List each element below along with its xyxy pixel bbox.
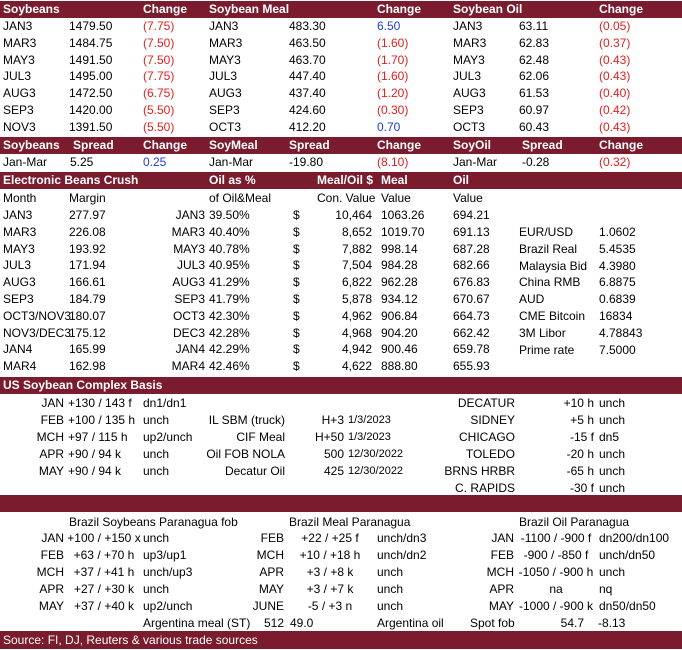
brazil-oil-change: unch/dn50 — [599, 548, 656, 562]
basis-change: dn1/dn1 — [143, 396, 187, 410]
crush-oil-pct: 40.40% — [209, 224, 250, 239]
crush-month-alt: MAR4 — [171, 359, 205, 374]
soybeans-price: 1479.50 — [69, 19, 113, 33]
basis-location-change: unch — [599, 481, 626, 495]
crush-oil-pct: 39.50% — [209, 208, 250, 222]
crush-meal-value: 934.12 — [381, 292, 418, 306]
spread-bean-change: 0.25 — [143, 155, 167, 169]
brazil-soy-month: FEB — [40, 548, 64, 562]
brazil-meal-change: unch/dn2 — [377, 548, 427, 562]
brazil-meal-change: unch — [377, 565, 404, 579]
crush-margin: 175.12 — [69, 325, 106, 340]
market-value: 4.78843 — [599, 325, 643, 340]
soyoil-month: MAY3 — [453, 52, 485, 67]
brazil-oil-month: APR — [489, 582, 514, 596]
crush-currency: $ — [293, 325, 300, 340]
spread-meal-value: -19.80 — [289, 155, 324, 169]
basis-location-value: -15 f — [569, 430, 594, 444]
brazil-soy-change: up2/unch — [143, 599, 193, 613]
brazil-soy-value: +27 / +30 k — [73, 582, 135, 596]
crush-margin: 166.61 — [69, 275, 106, 290]
brazil-soy-header: Brazil Soybeans Paranagua fob — [69, 515, 238, 529]
soymeal-price: 437.40 — [289, 86, 326, 101]
crush-margin: 165.99 — [69, 342, 106, 357]
brazil-oil-month: JAN — [491, 531, 514, 545]
soyoil-change: (0.43) — [599, 52, 631, 67]
brazil-meal-month: APR — [259, 565, 284, 579]
crush-meal-value: 888.80 — [381, 359, 418, 374]
crush-meal-value: 1063.26 — [381, 208, 425, 222]
soymeal-month: OCT3 — [209, 119, 242, 134]
spreads-meal-spread-header: Spread — [289, 138, 330, 152]
crush-month-alt: SEP3 — [174, 292, 205, 306]
brazil-oil-value: -1050 / -900 h — [518, 565, 594, 579]
crush-oil-pct: 42.30% — [209, 308, 250, 323]
basis-location-value: +10 h — [563, 396, 594, 410]
crush-month: JAN4 — [3, 342, 33, 357]
brazil-oil-month: MCH — [486, 565, 514, 579]
crush-month-alt: JAN3 — [175, 208, 205, 222]
basis-location: TOLEDO — [465, 447, 515, 461]
soymeal-price: 412.20 — [289, 119, 326, 134]
brazil-oil-change: unch — [599, 565, 626, 579]
soybeans-month: AUG3 — [3, 86, 36, 101]
basis-product-date: 1/3/2023 — [348, 431, 391, 443]
brazil-oil-month: FEB — [490, 548, 514, 562]
soyoil-price: 60.97 — [519, 103, 550, 117]
crush-month: NOV3/DEC3 — [3, 325, 72, 340]
soymeal-price: 483.30 — [289, 19, 326, 33]
market-label: AUD — [519, 292, 545, 307]
spreads-bean-spread-header: Spread — [73, 138, 114, 152]
brazil-meal-value: +22 / +25 f — [301, 531, 359, 545]
soyoil-month: MAR3 — [453, 35, 487, 50]
crush-sub-oilmeal: of Oil&Meal — [209, 191, 272, 205]
soyoil-change: (0.42) — [599, 103, 631, 117]
soyoil-price: 62.83 — [519, 35, 550, 50]
brazil-oil-value: -900 / -850 f — [523, 548, 589, 562]
soymeal-change: 6.50 — [377, 19, 401, 33]
basis-product-date: 1/3/2023 — [348, 414, 391, 426]
brazil-soy-month: APR — [39, 582, 64, 596]
soyoil-price: 60.43 — [519, 119, 550, 134]
market-value: 7.5000 — [599, 342, 636, 357]
crush-con-value: 8,652 — [341, 224, 372, 239]
soybeans-month: MAY3 — [3, 52, 35, 67]
crush-oil-value: 694.21 — [453, 208, 490, 222]
spreads-soybeans-header: Soybeans — [3, 138, 60, 152]
crush-meal-oil-header: Meal/Oil $ — [317, 173, 374, 187]
crush-sub-con: Con. Value — [317, 191, 376, 205]
crush-month-alt: AUG3 — [172, 275, 205, 290]
basis-change: unch — [143, 447, 170, 461]
soyoil-month: SEP3 — [453, 103, 484, 117]
soyoil-month: JUL3 — [453, 69, 482, 84]
crush-month: JUL3 — [3, 258, 32, 273]
market-value: 6.8875 — [599, 275, 636, 290]
soybeans-change: (6.75) — [143, 86, 175, 101]
brazil-oil-value: -1100 / -900 f — [520, 531, 592, 545]
brazil-soy-value: +63 / +70 h — [73, 548, 135, 562]
crush-con-value: 4,622 — [341, 359, 372, 374]
brazil-oil-month: MAY — [488, 599, 514, 613]
crush-con-value: 4,942 — [341, 342, 372, 357]
crush-meal-value: 900.46 — [381, 342, 418, 357]
basis-value: +90 / 94 k — [68, 464, 122, 478]
soyoil-month: JAN3 — [453, 19, 483, 33]
soybeans-price: 1391.50 — [69, 119, 113, 134]
crush-oil-pct-header: Oil as % — [209, 173, 256, 187]
brazil-soy-change: unch — [143, 531, 170, 545]
crush-currency: $ — [293, 292, 300, 306]
spread-meal-change: (8.10) — [377, 155, 409, 169]
crush-month: OCT3/NOV3 — [3, 308, 72, 323]
soybeans-price: 1472.50 — [69, 86, 113, 101]
crush-month-alt: MAY3 — [173, 241, 205, 256]
argentina-oil-label: Argentina oil — [377, 616, 444, 630]
crush-meal-value: 904.20 — [381, 325, 418, 340]
crush-sub-margin: Margin — [69, 191, 106, 205]
brazil-soy-change: up3/up1 — [143, 548, 187, 562]
crush-meal-header: Meal — [381, 173, 408, 187]
basis-product-date: 12/30/2022 — [348, 448, 404, 460]
crush-oil-value: 691.13 — [453, 224, 490, 239]
crush-margin: 171.94 — [69, 258, 106, 273]
basis-location-value: -20 h — [566, 447, 594, 461]
basis-location-change: unch — [599, 413, 626, 427]
soyoil-month: AUG3 — [453, 86, 486, 101]
basis-product-name: CIF Meal — [236, 430, 285, 444]
brazil-oil-value: -1000 / -900 k — [518, 599, 594, 613]
basis-location: DECATUR — [457, 396, 515, 410]
basis-location-value: -65 h — [566, 464, 594, 478]
soyoil-change: (0.37) — [599, 35, 631, 50]
crush-con-value: 10,464 — [335, 208, 372, 222]
soybeans-price: 1495.00 — [69, 69, 113, 84]
crush-oil-pct: 40.95% — [209, 258, 250, 273]
basis-change: up2/unch — [143, 430, 193, 444]
market-value: 1.0602 — [599, 225, 636, 239]
soyoil-price: 62.06 — [519, 69, 550, 84]
crush-month-alt: OCT3 — [172, 308, 205, 323]
brazil-soy-month: JAN — [41, 531, 64, 545]
spreads-soymeal-header: SoyMeal — [209, 138, 258, 152]
crush-month-alt: JUL3 — [176, 258, 205, 273]
crush-oil-pct: 42.29% — [209, 342, 250, 357]
basis-location-change: unch — [599, 447, 626, 461]
soymeal-change-header: Change — [377, 2, 422, 16]
argentina-oil-value2: -8.13 — [598, 616, 626, 630]
brazil-meal-change: unch/dn3 — [377, 531, 427, 545]
brazil-meal-value: -5 / +3 n — [307, 599, 353, 613]
basis-location: CHICAGO — [458, 430, 515, 444]
basis-product-date: 12/30/2022 — [348, 465, 404, 477]
soybeans-title: Soybeans — [3, 2, 60, 16]
crush-meal-value: 984.28 — [381, 258, 418, 273]
crush-margin: 184.79 — [69, 292, 106, 306]
soybeans-price: 1491.50 — [69, 52, 113, 67]
brazil-oil-value: na — [549, 582, 563, 596]
crush-oil-value: 655.93 — [453, 359, 490, 374]
crush-currency: $ — [293, 208, 300, 222]
crush-margin: 277.97 — [69, 208, 106, 222]
crush-month: MAR3 — [3, 224, 37, 239]
crush-month-alt: JAN4 — [175, 342, 205, 357]
crush-currency: $ — [293, 241, 300, 256]
divider-band — [0, 495, 682, 512]
basis-location-value: -30 f — [569, 481, 594, 495]
crush-oil-value: 670.67 — [453, 292, 490, 306]
soybeans-month: JUL3 — [3, 69, 32, 84]
crush-meal-value: 1019.70 — [381, 224, 425, 239]
soymeal-month: MAR3 — [209, 35, 243, 50]
soymeal-price: 463.70 — [289, 52, 326, 67]
crush-oil-pct: 40.78% — [209, 241, 250, 256]
soyoil-title: Soybean Oil — [453, 2, 523, 16]
argentina-meal-value2: 49.0 — [290, 616, 314, 630]
crush-month-alt: DEC3 — [172, 325, 205, 340]
brazil-soy-month: MCH — [36, 565, 64, 579]
crush-con-value: 5,878 — [341, 292, 372, 306]
basis-location: SIDNEY — [470, 413, 515, 427]
basis-value: +97 / 115 h — [68, 430, 128, 444]
crush-oil-pct: 41.29% — [209, 275, 250, 290]
soyoil-month: OCT3 — [453, 119, 486, 134]
brazil-soy-change: unch — [143, 582, 170, 596]
brazil-oil-header: Brazil Oil Paranagua — [519, 515, 630, 529]
basis-month: MCH — [36, 430, 64, 444]
soybeans-price: 1420.00 — [69, 103, 113, 117]
crush-margin: 180.07 — [69, 308, 106, 323]
crush-title: Electronic Beans Crush — [3, 173, 139, 187]
basis-value: +130 / 143 f — [68, 396, 132, 410]
soybeans-change: (7.75) — [143, 69, 175, 84]
basis-location-change: unch — [599, 464, 626, 478]
crush-oil-pct: 42.46% — [209, 359, 250, 374]
crush-con-value: 7,504 — [341, 258, 372, 273]
soymeal-price: 447.40 — [289, 69, 326, 84]
soymeal-price: 424.60 — [289, 103, 326, 117]
soybeans-change: (5.50) — [143, 103, 175, 117]
soymeal-change: (1.20) — [377, 86, 409, 101]
brazil-meal-month: MCH — [256, 548, 284, 562]
market-label: Malaysia Bid — [519, 258, 588, 273]
market-label: Prime rate — [519, 342, 575, 357]
basis-location-change: unch — [599, 396, 626, 410]
soymeal-change: (1.70) — [377, 52, 409, 67]
crush-month: JAN3 — [3, 208, 33, 222]
crush-oil-value: 664.73 — [453, 308, 490, 323]
futures-header-band — [0, 1, 682, 18]
crush-oil-pct: 41.79% — [209, 292, 250, 306]
basis-location-value: +5 h — [570, 413, 594, 427]
market-value: 16834 — [599, 309, 633, 323]
brazil-soy-change: unch/up3 — [143, 565, 193, 579]
crush-month: AUG3 — [3, 275, 36, 290]
soymeal-title: Soybean Meal — [209, 2, 290, 16]
crush-sub-value-oil: Value — [453, 191, 483, 205]
crush-meal-value: 906.84 — [381, 308, 418, 323]
soymeal-month: JUL3 — [209, 69, 238, 84]
crush-oil-value: 682.66 — [453, 258, 490, 273]
crush-currency: $ — [293, 342, 300, 357]
soybeans-month: MAR3 — [3, 35, 37, 50]
crush-currency: $ — [293, 258, 300, 273]
crush-con-value: 6,822 — [341, 275, 372, 290]
spread-bean-label: Jan-Mar — [3, 155, 48, 169]
brazil-oil-change: dn200/dn100 — [599, 531, 670, 545]
soyoil-change: (0.05) — [599, 19, 631, 33]
soymeal-month: MAY3 — [209, 52, 241, 67]
soybeans-change: (7.75) — [143, 19, 175, 33]
soymeal-month: AUG3 — [209, 86, 242, 101]
basis-value: +100 / 135 h — [68, 413, 136, 427]
soybeans-change: (7.50) — [143, 52, 175, 67]
brazil-soy-value: +37 / +40 k — [73, 599, 135, 613]
basis-product-name: IL SBM (truck) — [208, 413, 285, 427]
crush-month: MAY3 — [3, 241, 35, 256]
basis-location: BRNS HRBR — [444, 464, 515, 478]
crush-oil-value: 676.83 — [453, 275, 490, 290]
brazil-meal-value: +3 / +8 k — [306, 565, 354, 579]
crush-oil-header: Oil — [453, 173, 470, 187]
basis-month: APR — [39, 447, 64, 461]
soybeans-month: SEP3 — [3, 103, 34, 117]
soybeans-change-header: Change — [143, 2, 188, 16]
basis-location-change: dn5 — [599, 430, 620, 444]
basis-change: unch — [143, 464, 170, 478]
argentina-meal-label: Argentina meal (ST) — [143, 616, 251, 630]
brazil-oil-change: dn50/dn50 — [599, 599, 656, 613]
argentina-meal-value1: 512 — [263, 616, 284, 630]
crush-margin: 226.08 — [69, 224, 106, 239]
market-value: 4.3980 — [599, 258, 636, 273]
brazil-meal-change: unch — [377, 599, 404, 613]
spread-oil-value: -0.28 — [522, 155, 550, 169]
spread-oil-label: Jan-Mar — [453, 155, 498, 169]
spreads-bean-change-header: Change — [143, 138, 188, 152]
crush-con-value: 7,882 — [341, 241, 372, 256]
soymeal-month: JAN3 — [209, 19, 239, 33]
soybeans-month: NOV3 — [3, 119, 36, 134]
basis-product-value: 500 — [323, 447, 344, 461]
crush-meal-value: 962.28 — [381, 275, 418, 290]
crush-currency: $ — [293, 308, 300, 323]
brazil-meal-value: +3 / +7 k — [306, 582, 354, 596]
market-value: 0.6839 — [599, 292, 636, 307]
crush-month-alt: MAR3 — [171, 224, 205, 239]
basis-title: US Soybean Complex Basis — [3, 378, 163, 392]
basis-month: FEB — [40, 413, 64, 427]
soymeal-month: SEP3 — [209, 103, 240, 117]
spread-bean-value: 5.25 — [70, 155, 94, 169]
soybeans-change: (7.50) — [143, 35, 175, 50]
soymeal-change: (1.60) — [377, 35, 409, 50]
brazil-meal-month: JUNE — [252, 599, 284, 613]
crush-month: SEP3 — [3, 292, 34, 306]
basis-month: MAY — [38, 464, 64, 478]
soymeal-change: 0.70 — [377, 119, 401, 134]
brazil-meal-change: unch — [377, 582, 404, 596]
basis-location: C. RAPIDS — [454, 481, 515, 495]
spread-meal-label: Jan-Mar — [209, 155, 254, 169]
spreads-oil-change-header: Change — [599, 138, 644, 152]
argentina-oil-spot: Spot fob — [470, 616, 515, 630]
soyoil-change: (0.43) — [599, 119, 631, 134]
basis-product-value: 425 — [323, 464, 344, 478]
basis-value: +90 / 94 k — [68, 447, 122, 461]
soyoil-price: 63.11 — [519, 19, 549, 33]
source-note: Source: FI, DJ, Reuters & various trade sources — [3, 633, 258, 647]
argentina-oil-value1: 54.7 — [560, 616, 584, 630]
crush-con-value: 4,968 — [341, 325, 372, 340]
basis-product-name: Oil FOB NOLA — [206, 447, 285, 461]
brazil-soy-value: +100 / +150 x — [67, 531, 141, 545]
crush-margin: 193.92 — [69, 241, 106, 256]
crush-currency: $ — [293, 224, 300, 239]
basis-product-name: Decatur Oil — [224, 464, 285, 478]
soymeal-price: 463.50 — [289, 35, 326, 50]
market-label: CME Bitcoin — [519, 309, 586, 323]
basis-change: unch — [143, 413, 170, 427]
market-label: Brazil Real — [519, 241, 578, 256]
market-label: 3M Libor — [519, 325, 566, 340]
basis-product-value: H+50 — [314, 430, 344, 444]
soyoil-change: (0.43) — [599, 69, 631, 84]
crush-oil-pct: 42.28% — [209, 325, 250, 340]
basis-product-value: H+3 — [321, 413, 344, 427]
market-label: China RMB — [519, 275, 581, 290]
brazil-meal-month: FEB — [260, 531, 284, 545]
soybeans-change: (5.50) — [143, 119, 175, 134]
soyoil-change: (0.40) — [599, 86, 631, 101]
soyoil-change-header: Change — [599, 2, 644, 16]
crush-oil-value: 659.78 — [453, 342, 490, 357]
crush-currency: $ — [293, 359, 300, 374]
soyoil-price: 62.48 — [519, 52, 550, 67]
spreads-oil-spread-header: Spread — [522, 138, 563, 152]
spread-oil-change: (0.32) — [599, 155, 631, 169]
brazil-meal-month: MAY — [258, 582, 284, 596]
crush-oil-value: 687.28 — [453, 241, 490, 256]
brazil-soy-month: MAY — [38, 599, 64, 613]
market-value: 5.4535 — [599, 241, 636, 256]
crush-month: MAR4 — [3, 359, 37, 374]
soybeans-month: JAN3 — [3, 19, 33, 33]
crush-margin: 162.98 — [69, 359, 106, 374]
spreads-meal-change-header: Change — [377, 138, 422, 152]
brazil-soy-value: +37 / +41 h — [73, 565, 135, 579]
crush-con-value: 4,962 — [341, 308, 372, 323]
crush-sub-value-meal: Value — [381, 191, 411, 205]
soyoil-price: 61.53 — [519, 86, 550, 101]
crush-meal-value: 998.14 — [381, 241, 418, 256]
soymeal-change: (1.60) — [377, 69, 409, 84]
soybeans-price: 1484.75 — [69, 35, 113, 50]
brazil-oil-change: nq — [599, 582, 613, 596]
crush-currency: $ — [293, 275, 300, 290]
crush-oil-value: 662.42 — [453, 325, 490, 340]
crush-sub-month: Month — [3, 191, 37, 205]
basis-month: JAN — [41, 396, 64, 410]
brazil-meal-header: Brazil Meal Paranagua — [289, 515, 411, 529]
market-label: EUR/USD — [519, 225, 574, 239]
soymeal-change: (0.30) — [377, 103, 409, 117]
brazil-meal-value: +10 / +18 h — [299, 548, 361, 562]
spreads-soyoil-header: SoyOil — [453, 138, 492, 152]
